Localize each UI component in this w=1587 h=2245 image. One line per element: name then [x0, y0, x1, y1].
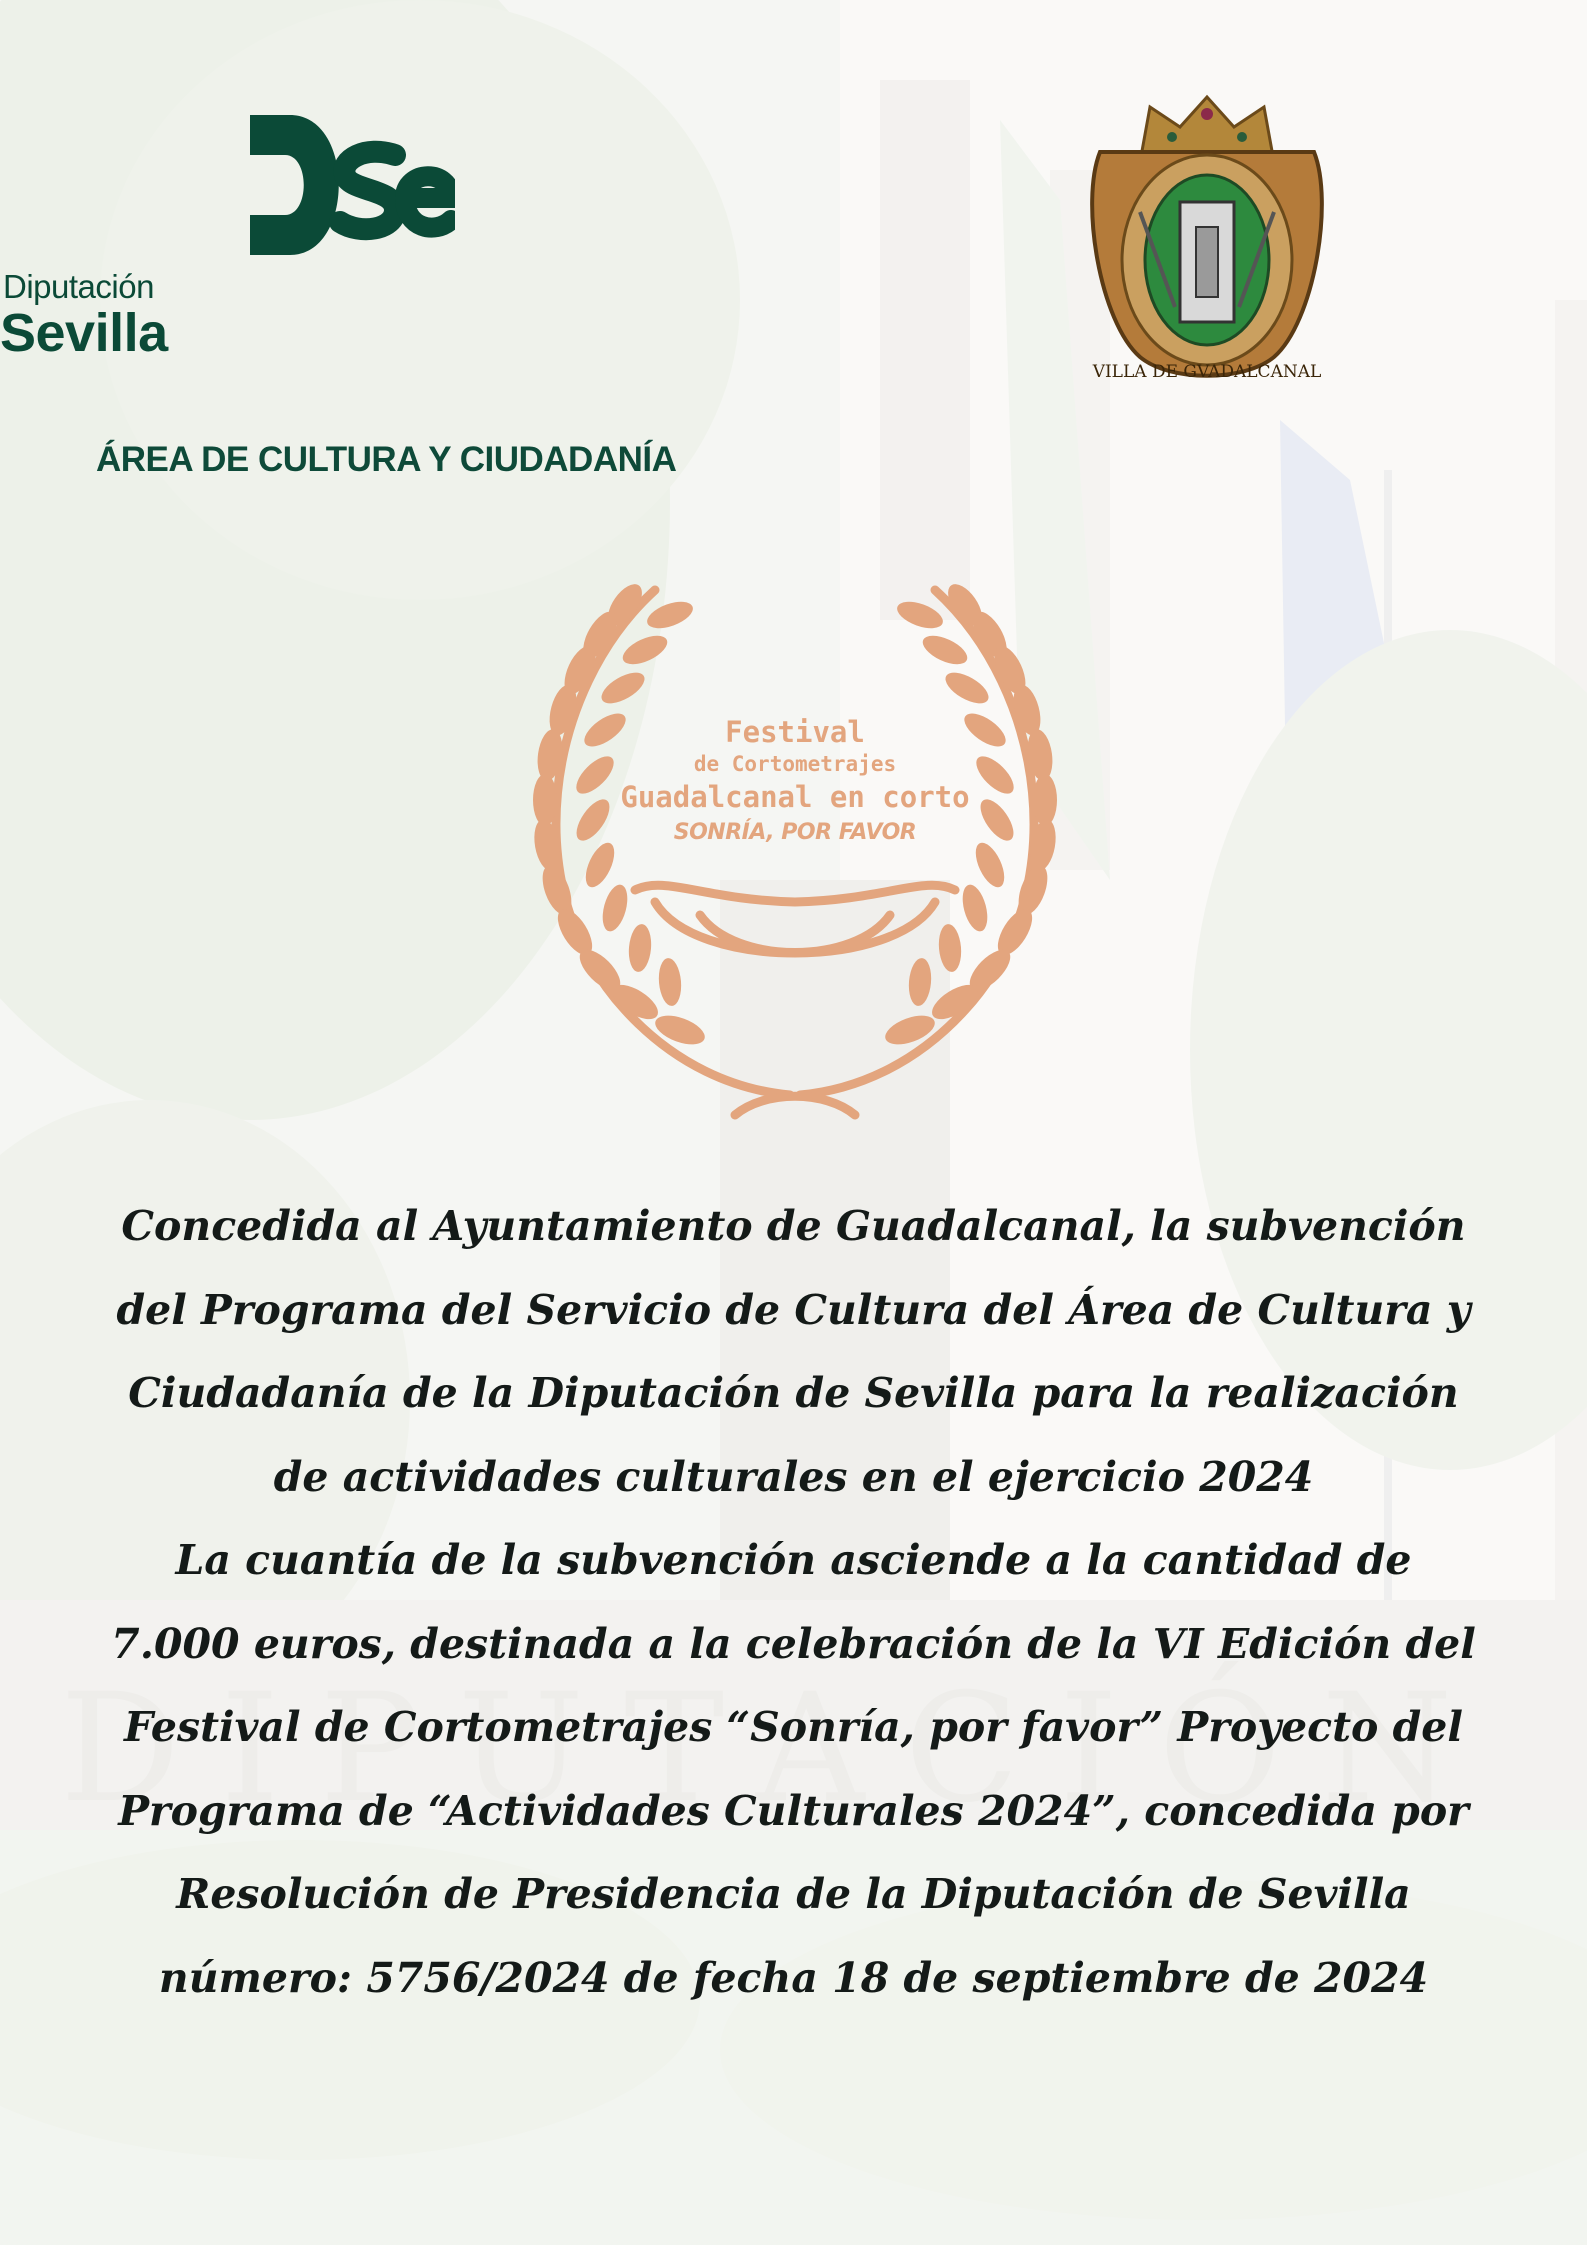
- announcement-paragraph-1: Concedida al Ayuntamiento de Guadalcanal, la subvención del Programa del Servicio de Cultura del Área de Cultura y Ciudadanía de la Diputación de Sevilla para la realización de actividades culturales en el ejercicio 2024: [116, 1202, 1471, 1501]
- coat-of-arms-icon: [1080, 92, 1334, 392]
- area-heading: ÁREA DE CULTURA Y CIUDADANÍA: [96, 440, 677, 479]
- diputacion-logo-line2: Sevilla: [0, 303, 168, 363]
- diputacion-logo: [245, 110, 455, 370]
- announcement: [110, 1185, 1477, 2020]
- diputacion-mark-icon: [245, 110, 455, 260]
- festival-logo-line4: SONRÍA, POR FAVOR: [673, 820, 917, 845]
- festival-logo-line1: Festival: [725, 715, 865, 749]
- diputacion-logo-line1: Diputación: [3, 268, 154, 305]
- festival-logo-line2: de Cortometrajes: [693, 752, 897, 776]
- coat-of-arms-text: VILLA DE GVADALCANAL: [1092, 362, 1322, 382]
- festival-laurel-icon: [505, 570, 1085, 1120]
- festival-logo-line3: Guadalcanal en corto: [620, 780, 970, 814]
- announcement-paragraph-2: La cuantía de la subvención asciende a la cantidad de 7.000 euros, destinada a la celebración de la VI Edición del Festival de Cortometrajes “Sonría, por favor” Proyecto del Programa de “Actividades Culturales 2024”, concedida por Resolución de Presidencia de la Diputación de Sevilla número: 5756/2024 de fecha 18 de septiembre de 2024: [111, 1536, 1476, 2002]
